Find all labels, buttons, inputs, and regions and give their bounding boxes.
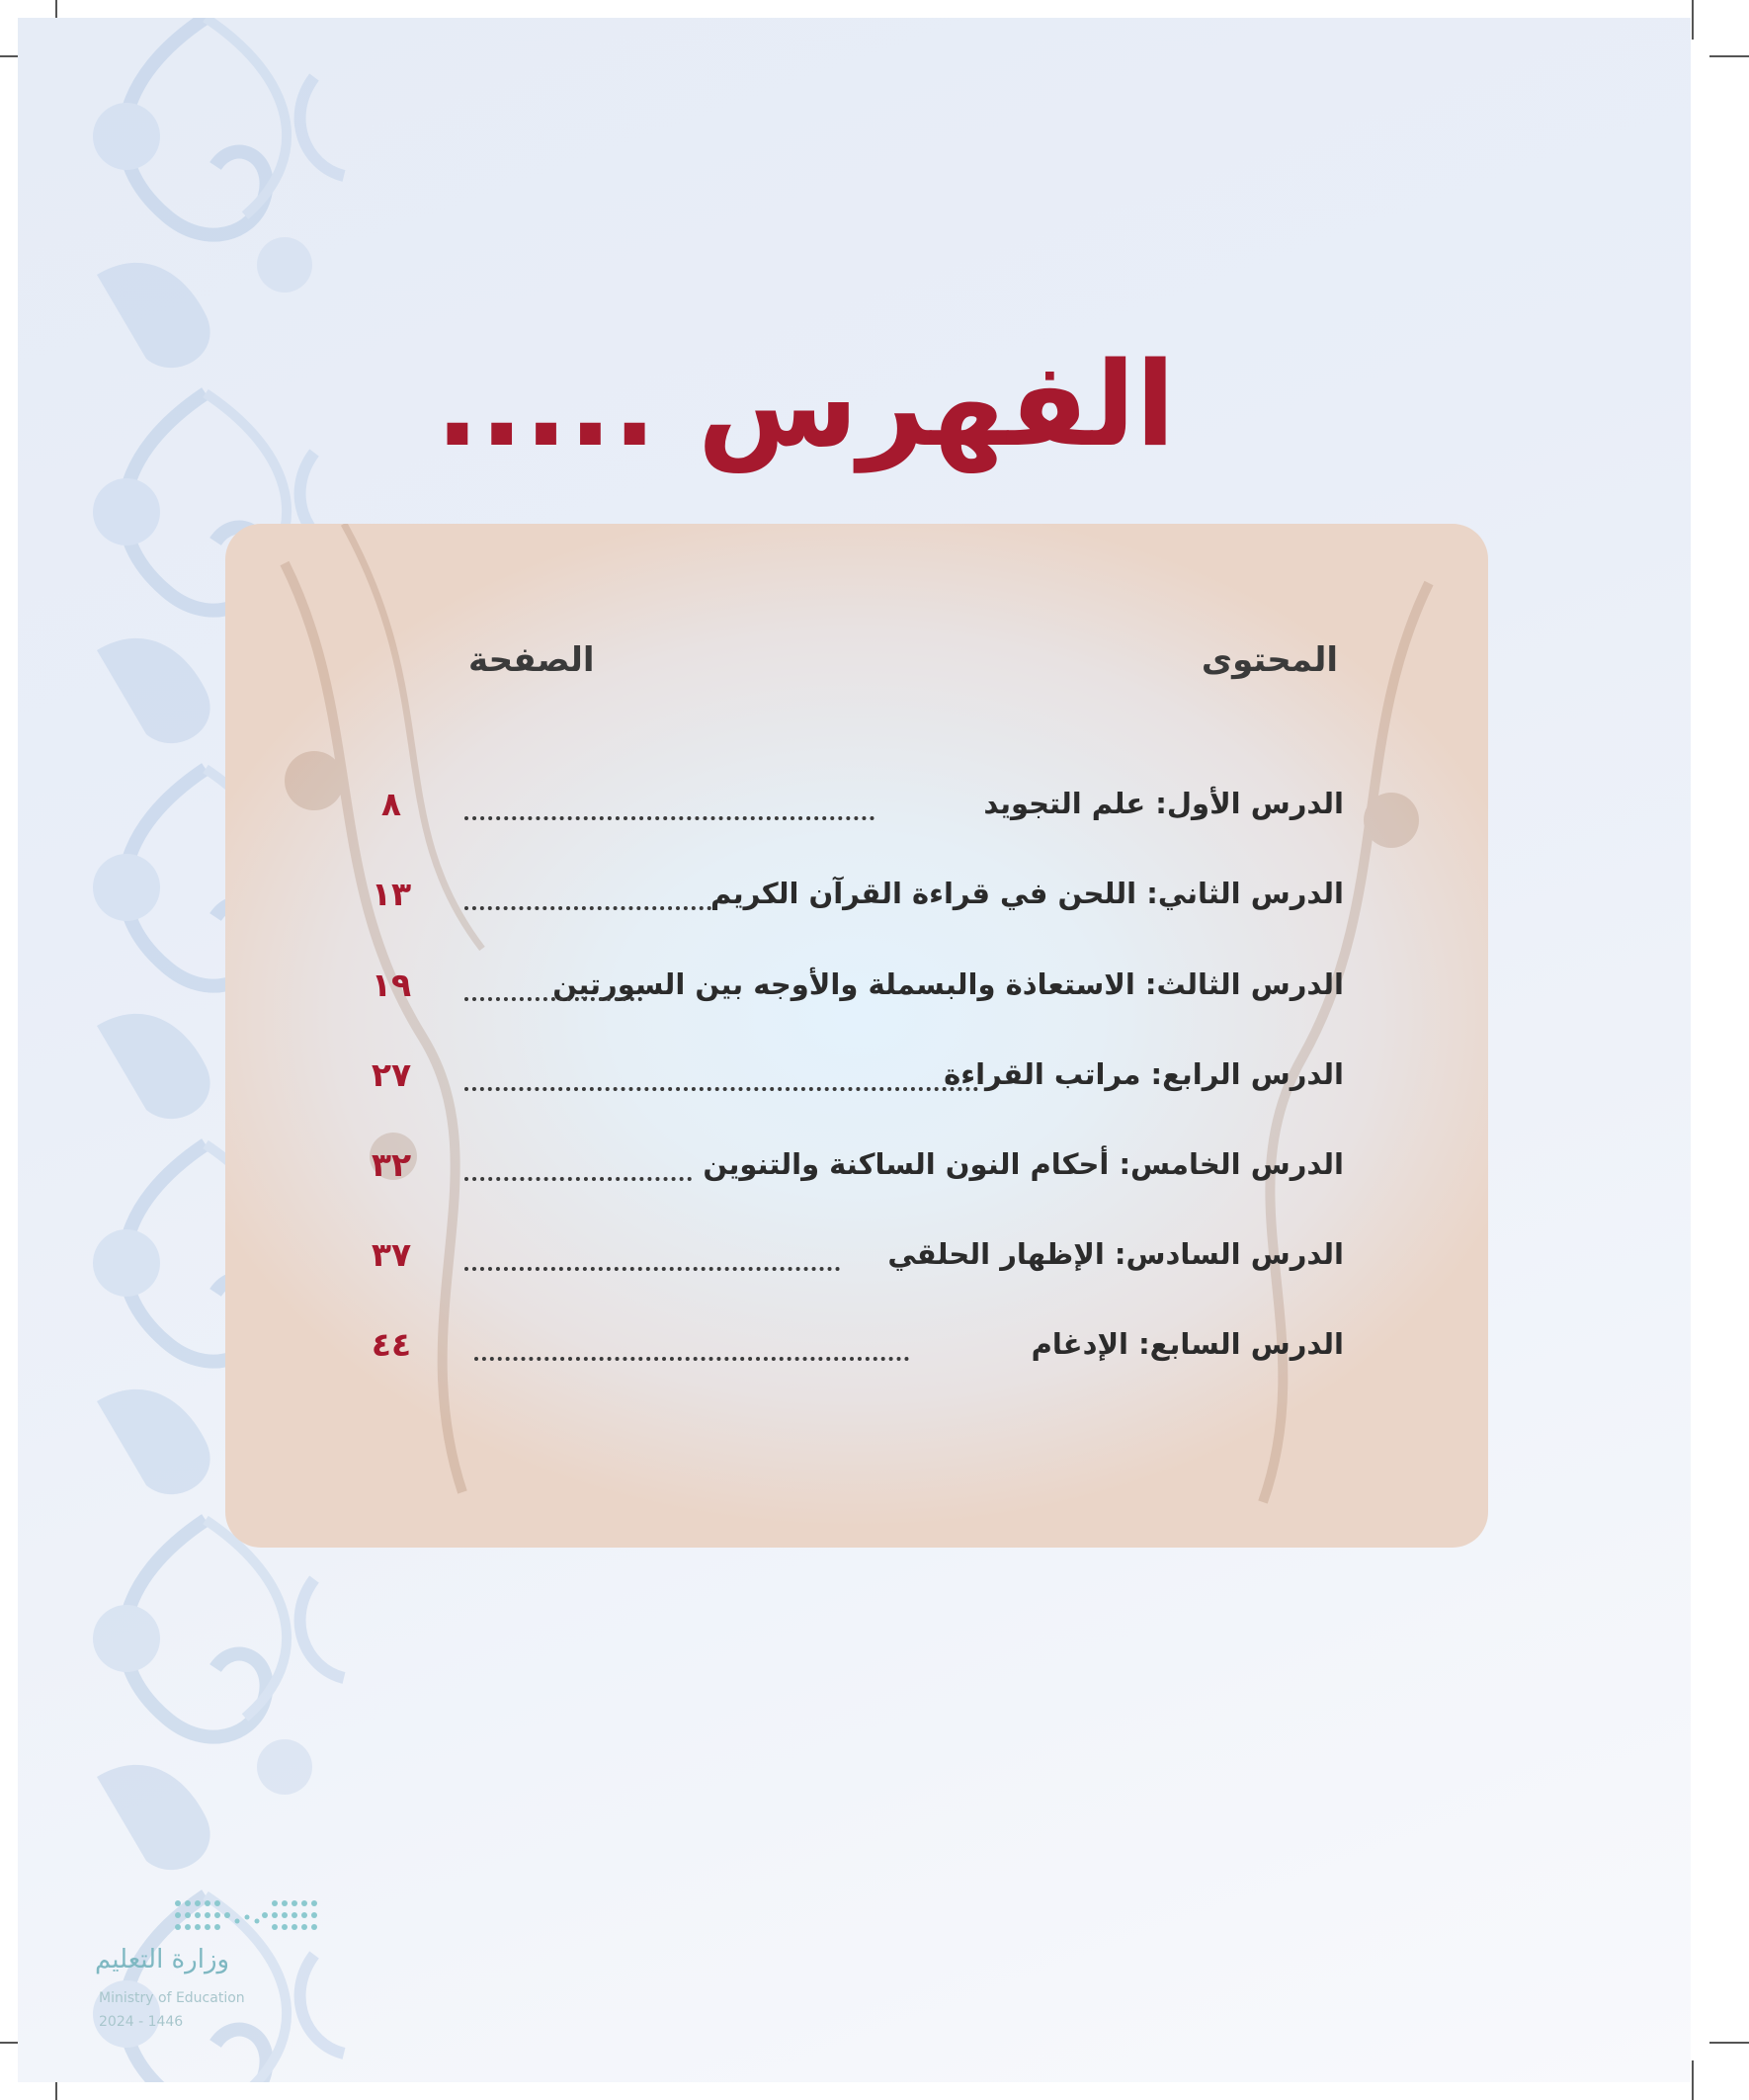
logo-year-text: 2024 - 1446	[99, 2014, 184, 2030]
toc-row[interactable]	[356, 1327, 1344, 1377]
toc-page-number: ٣٧	[371, 1235, 412, 1274]
page-title: الفهرس .....	[435, 336, 1176, 472]
toc-title: الدرس الرابع: مراتب القراءة	[944, 1057, 1344, 1091]
toc-row[interactable]	[356, 967, 1344, 1017]
toc-row[interactable]	[356, 877, 1344, 926]
title-area	[0, 336, 1749, 494]
crop-mark	[1692, 0, 1694, 40]
toc-page-number: ٤٤	[371, 1325, 412, 1364]
toc-title: الدرس الأول: علم التجويد	[983, 787, 1344, 820]
toc-page-number: ٣٢	[371, 1145, 412, 1184]
toc-title: الدرس الثاني: اللحن في قراءة القرآن الكريم	[710, 877, 1344, 910]
leader-dots	[464, 989, 642, 1001]
toc-row[interactable]	[356, 1237, 1344, 1287]
logo-english-text: Ministry of Education	[99, 1990, 245, 2006]
crop-mark	[1709, 2042, 1749, 2044]
leader-dots	[464, 808, 874, 820]
crop-mark	[1709, 55, 1749, 57]
toc-row[interactable]	[356, 1147, 1344, 1197]
toc-page-number: ٢٧	[371, 1055, 412, 1094]
ministry-logo	[95, 1895, 332, 2044]
toc-row[interactable]	[356, 1057, 1344, 1107]
leader-dots	[464, 1169, 692, 1181]
logo-dots-icon	[172, 1895, 320, 1939]
column-header-content: المحتوى	[1201, 640, 1338, 680]
toc-row[interactable]	[356, 787, 1344, 836]
toc-title: الدرس السادس: الإظهار الحلقي	[887, 1237, 1344, 1271]
leader-dots	[474, 1349, 909, 1361]
leader-dots	[464, 898, 711, 910]
toc-title: الدرس الثالث: الاستعاذة والبسملة والأوجه بين السورتين	[552, 967, 1344, 1001]
column-header-page: الصفحة	[468, 640, 595, 680]
toc-page-number: ٨	[380, 785, 402, 823]
toc-title: الدرس الخامس: أحكام النون الساكنة والتنوين	[703, 1147, 1344, 1181]
toc-panel	[225, 524, 1488, 1548]
logo-arabic-text: وزارة التعليم	[95, 1945, 230, 1974]
toc-page-number: ١٩	[371, 966, 412, 1004]
leader-dots	[464, 1259, 840, 1271]
leader-dots	[464, 1079, 978, 1091]
toc-page-number: ١٣	[371, 875, 412, 913]
crop-mark	[1692, 2060, 1694, 2100]
toc-title: الدرس السابع: الإدغام	[1031, 1327, 1344, 1361]
